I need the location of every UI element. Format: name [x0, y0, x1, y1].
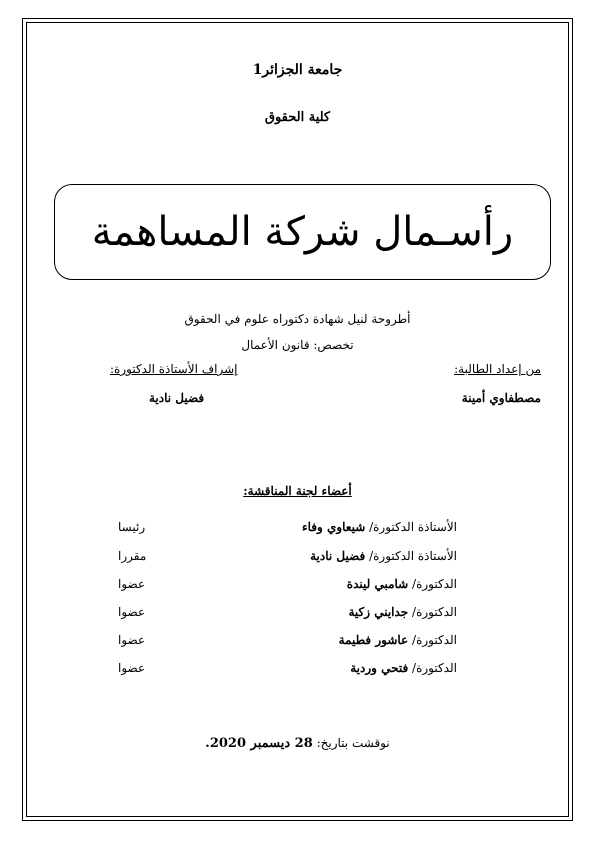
university-name: جامعة الجزائر1	[252, 62, 343, 78]
committee-member-1	[302, 520, 457, 534]
committee-member-5	[339, 633, 457, 647]
member-name: شامبي ليندة	[346, 577, 409, 591]
faculty-name: كلية الحقوق	[264, 110, 331, 125]
member-role: عضوا	[118, 577, 146, 591]
defense-prefix: نوقشت بتاريخ:	[316, 736, 390, 750]
title-box	[54, 184, 551, 280]
supervision-label: إشراف الأستاذة الدكتورة:	[110, 362, 238, 376]
member-name: جدايني زكية	[348, 605, 409, 619]
member-title: الأستاذة الدكتورة/	[369, 520, 457, 534]
committee-member-3	[347, 577, 457, 591]
member-role: عضوا	[118, 605, 146, 619]
member-title: الدكتورة/	[412, 577, 457, 591]
thesis-description: أطروحة لنيل شهادة دكتوراه علوم في الحقوق	[184, 312, 411, 326]
member-name: فضيل نادية	[310, 549, 366, 563]
committee-member-6	[350, 661, 457, 675]
member-name: فتحي وردية	[350, 661, 409, 675]
member-role: رئيسا	[118, 520, 146, 534]
page-border-inner	[26, 22, 569, 817]
member-title: الدكتورة/	[412, 605, 457, 619]
defense-date: 28 ديسمبر 2020.	[205, 736, 313, 751]
committee-heading: أعضاء لجنة المناقشة:	[243, 484, 352, 498]
member-name: شيعاوي وفاء	[301, 520, 366, 534]
member-role: مقررا	[118, 549, 147, 563]
student-name: مصطفاوي أمينة	[461, 391, 541, 405]
prepared-by-label: من إعداد الطالبة:	[454, 362, 541, 376]
member-title: الدكتورة/	[412, 633, 457, 647]
defense-date-line	[0, 736, 595, 751]
member-role: عضوا	[118, 661, 146, 675]
supervisor-name: فضيل نادية	[149, 391, 205, 405]
committee-member-4	[348, 605, 457, 619]
committee-member-2	[310, 549, 457, 563]
member-role: عضوا	[118, 633, 146, 647]
member-title: الدكتورة/	[412, 661, 457, 675]
thesis-title: رأسـمال شركة المساهمة	[91, 209, 514, 255]
specialization: تخصص: قانون الأعمال	[241, 338, 354, 352]
member-name: عاشور فطيمة	[338, 633, 409, 647]
member-title: الأستاذة الدكتورة/	[369, 549, 457, 563]
